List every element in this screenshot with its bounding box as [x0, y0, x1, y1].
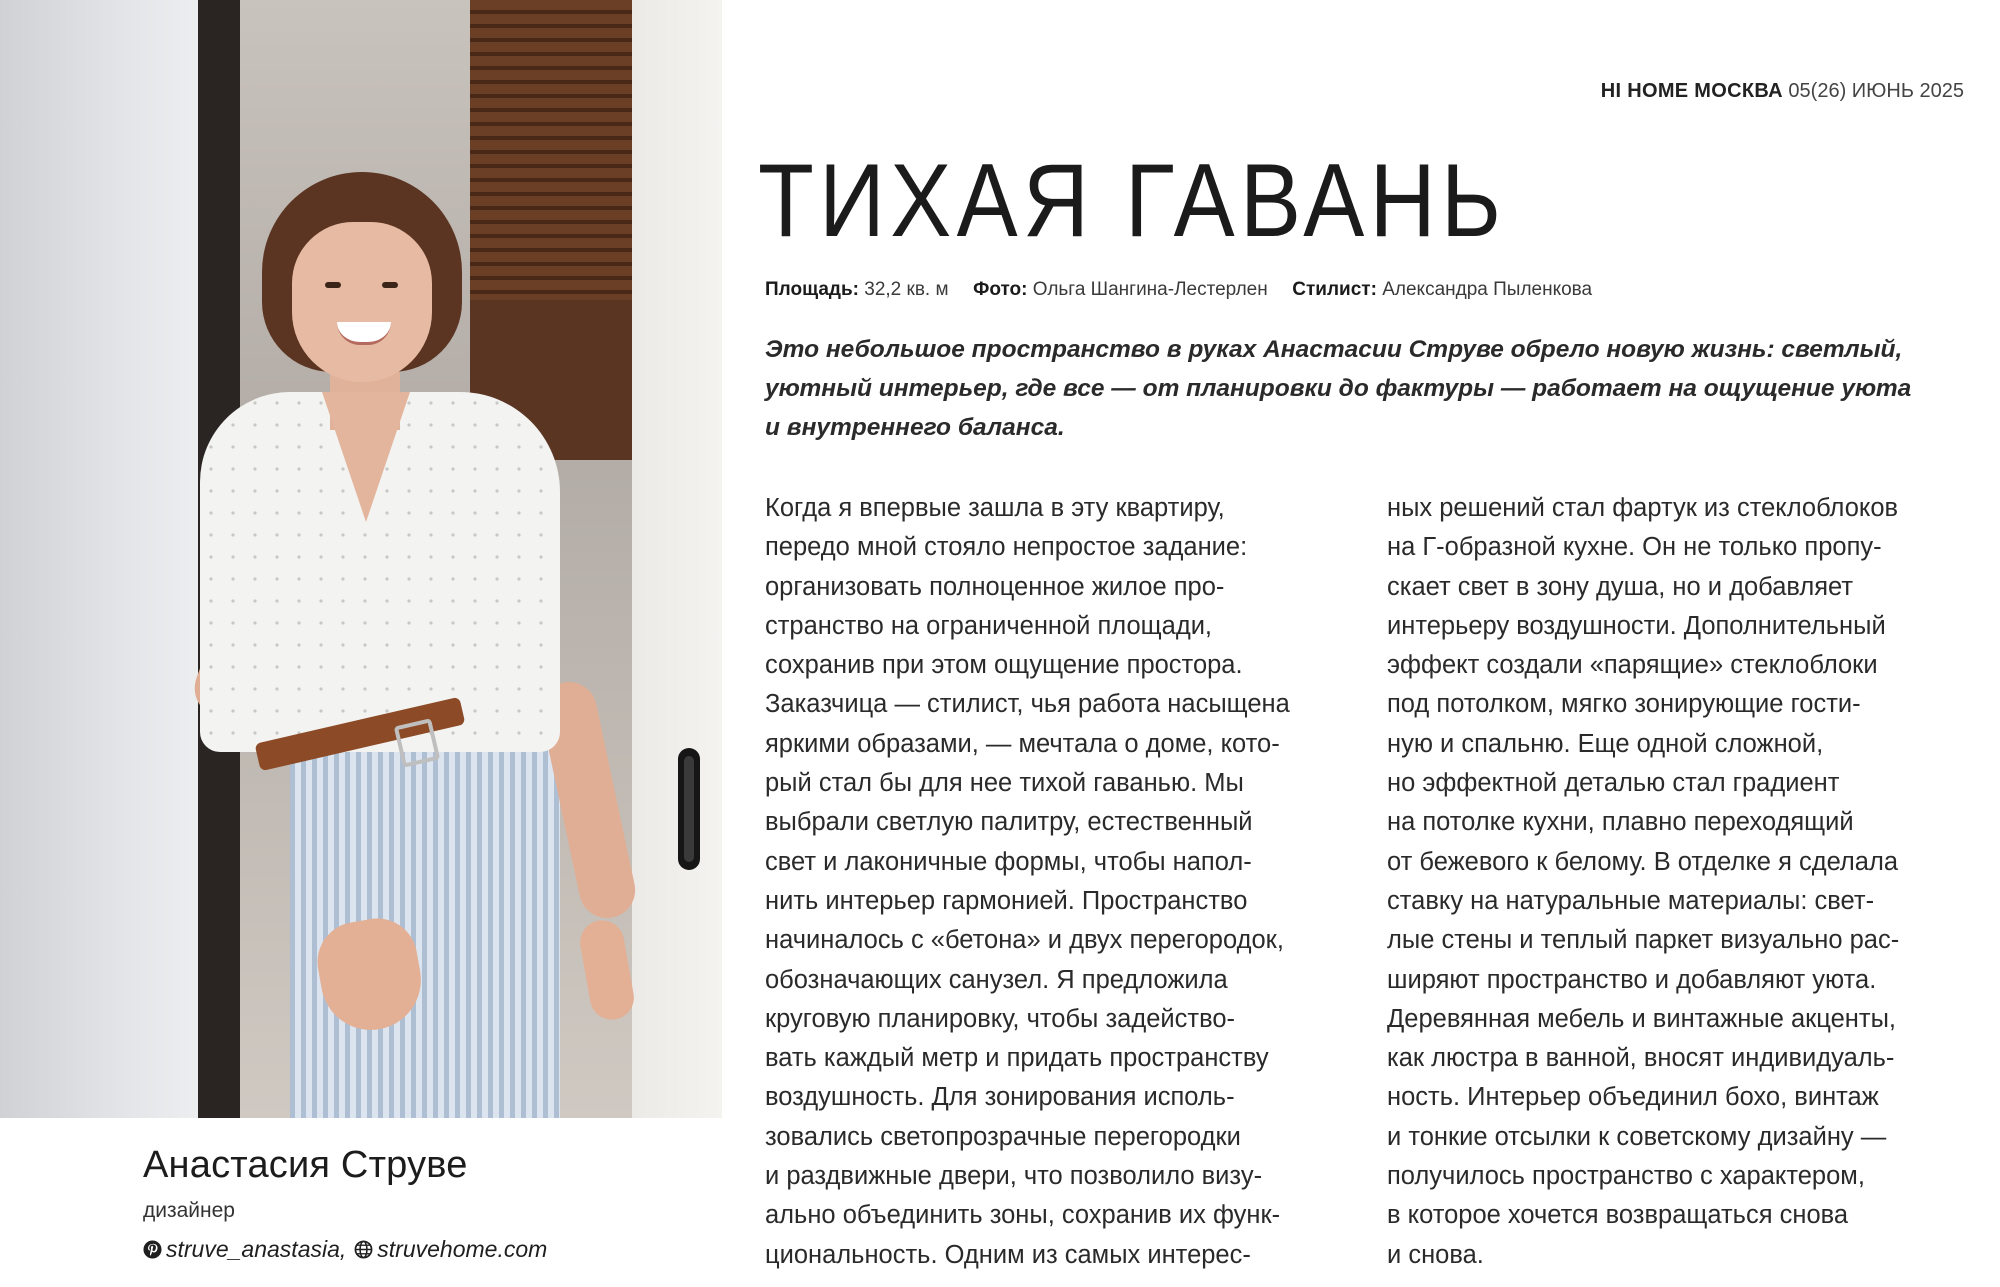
body-line: обозначающих санузел. Я предложила: [765, 965, 1228, 994]
body-line: и раздвижные двери, что позволило визу-: [765, 1162, 1263, 1191]
body-line: воздушность. Для зонирования исполь-: [765, 1083, 1235, 1112]
issue-info: [1601, 80, 1964, 103]
body-line: ных решений стал фартук из стеклоблоков: [1387, 494, 1899, 522]
lead-line: и внутреннего баланса.: [765, 414, 1065, 441]
body-line: ную и спальню. Еще одной сложной,: [1387, 729, 1824, 758]
body-line: ширяют пространство и добавляют уюта.: [1387, 965, 1877, 994]
pinterest-handle[interactable]: struve_anastasia,: [166, 1236, 347, 1262]
body-line: Заказчица — стилист, чья работа насыщена: [765, 690, 1290, 719]
photo-label: Фото:: [973, 279, 1028, 300]
body-line: но эффектной деталью стал градиент: [1387, 769, 1840, 798]
photo-value: Ольга Шангина-Лестерлен: [1032, 279, 1268, 300]
body-line: на Г-образной кухне. Он не только пропу-: [1387, 533, 1882, 562]
body-line: и тонкие отсылки к советскому дизайну —: [1387, 1122, 1887, 1151]
body-line: и снова.: [1387, 1240, 1484, 1269]
website-link[interactable]: struvehome.com: [377, 1236, 548, 1262]
author-role: дизайнер: [143, 1199, 235, 1222]
body-line: передо мной стояло непростое задание:: [765, 533, 1248, 562]
body-line: получилось пространство с характером,: [1387, 1162, 1865, 1191]
photo-person-pants: [290, 740, 560, 1118]
magazine-name: HI HOME МОСКВА: [1600, 80, 1783, 102]
photo-person-face: [292, 222, 432, 382]
body-line: свет и лаконичные формы, чтобы напол-: [765, 847, 1252, 876]
author-name: Анастасия Струве: [143, 1144, 468, 1186]
body-line: ность. Интерьер объединил бохо, винтаж: [1387, 1083, 1879, 1112]
author-block: [143, 1142, 547, 1264]
designer-photo: [0, 0, 722, 1118]
body-line: ально объединить зоны, сохранив их функ-: [765, 1201, 1281, 1230]
body-line: ставку на натуральные материалы: свет-: [1387, 886, 1875, 915]
stylist-label: Стилист:: [1292, 279, 1377, 300]
body-line: лые стены и теплый паркет визуально рас-: [1387, 926, 1900, 955]
body-line: от бежевого к белому. В отделке я сделала: [1387, 847, 1899, 876]
body-line: круговую планировку, чтобы задейство-: [765, 1004, 1236, 1033]
body-line: скает свет в зону душа, но и добавляет: [1387, 572, 1854, 601]
body-line: интерьеру воздушности. Дополнительный: [1387, 611, 1886, 640]
body-line: циональность. Одним из самых интерес-: [765, 1240, 1251, 1269]
body-column-1: [765, 489, 1365, 1275]
body-line: Когда я впервые зашла в эту квартиру,: [765, 494, 1225, 522]
article-title: ТИХАЯ ГАВАНЬ: [758, 143, 1507, 259]
body-line: начиналось с «бетона» и двух перегородок,: [765, 926, 1284, 955]
body-line: на потолке кухни, плавно переходящий: [1387, 808, 1854, 837]
pinterest-icon: [143, 1240, 162, 1259]
photo-person: [0, 0, 722, 1118]
stylist-value: Александра Пыленкова: [1382, 279, 1593, 300]
body-line: выбрали светлую палитру, естественный: [765, 808, 1253, 837]
article-credits: [765, 279, 1592, 301]
author-links: [143, 1234, 547, 1264]
body-line: под потолком, мягко зонирующие гости-: [1387, 690, 1861, 719]
lead-line: Это небольшое пространство в руках Анастасии Струве обрело новую жизнь: светлый,: [765, 336, 1903, 363]
body-line: в которое хочется возвращаться снова: [1387, 1201, 1849, 1230]
article-lead: [765, 330, 1912, 447]
body-line: нить интерьер гармонией. Пространство: [765, 886, 1248, 915]
body-line: яркими образами, — мечтала о доме, кото-: [765, 729, 1280, 758]
body-line: вать каждый метр и придать пространству: [765, 1044, 1269, 1073]
area-value: 32,2 кв. м: [864, 279, 949, 300]
body-line: как люстра в ванной, вносят индивидуаль-: [1387, 1044, 1895, 1073]
body-line: организовать полноценное жилое про-: [765, 572, 1225, 601]
lead-line: уютный интерьер, где все — от планировки до фактуры — работает на ощущение уюта: [765, 375, 1912, 402]
issue-date: 05(26) ИЮНЬ 2025: [1788, 80, 1964, 102]
body-line: рый стал бы для нее тихой гаванью. Мы: [765, 769, 1244, 798]
body-line: эффект создали «парящие» стеклоблоки: [1387, 651, 1878, 680]
body-column-2: [1387, 489, 1987, 1275]
photo-person-neckline: [322, 392, 410, 522]
body-line: сохранив при этом ощущение простора.: [765, 651, 1243, 680]
body-line: странство на ограниченной площади,: [765, 611, 1213, 640]
body-line: Деревянная мебель и винтажные акценты,: [1387, 1004, 1896, 1033]
area-label: Площадь:: [765, 279, 859, 300]
globe-icon: [354, 1240, 373, 1259]
photo-person-eye: [382, 282, 398, 288]
body-line: зовались светопрозрачные перегородки: [765, 1122, 1241, 1151]
photo-person-eye: [325, 282, 341, 288]
photo-person-hand: [577, 917, 638, 1023]
